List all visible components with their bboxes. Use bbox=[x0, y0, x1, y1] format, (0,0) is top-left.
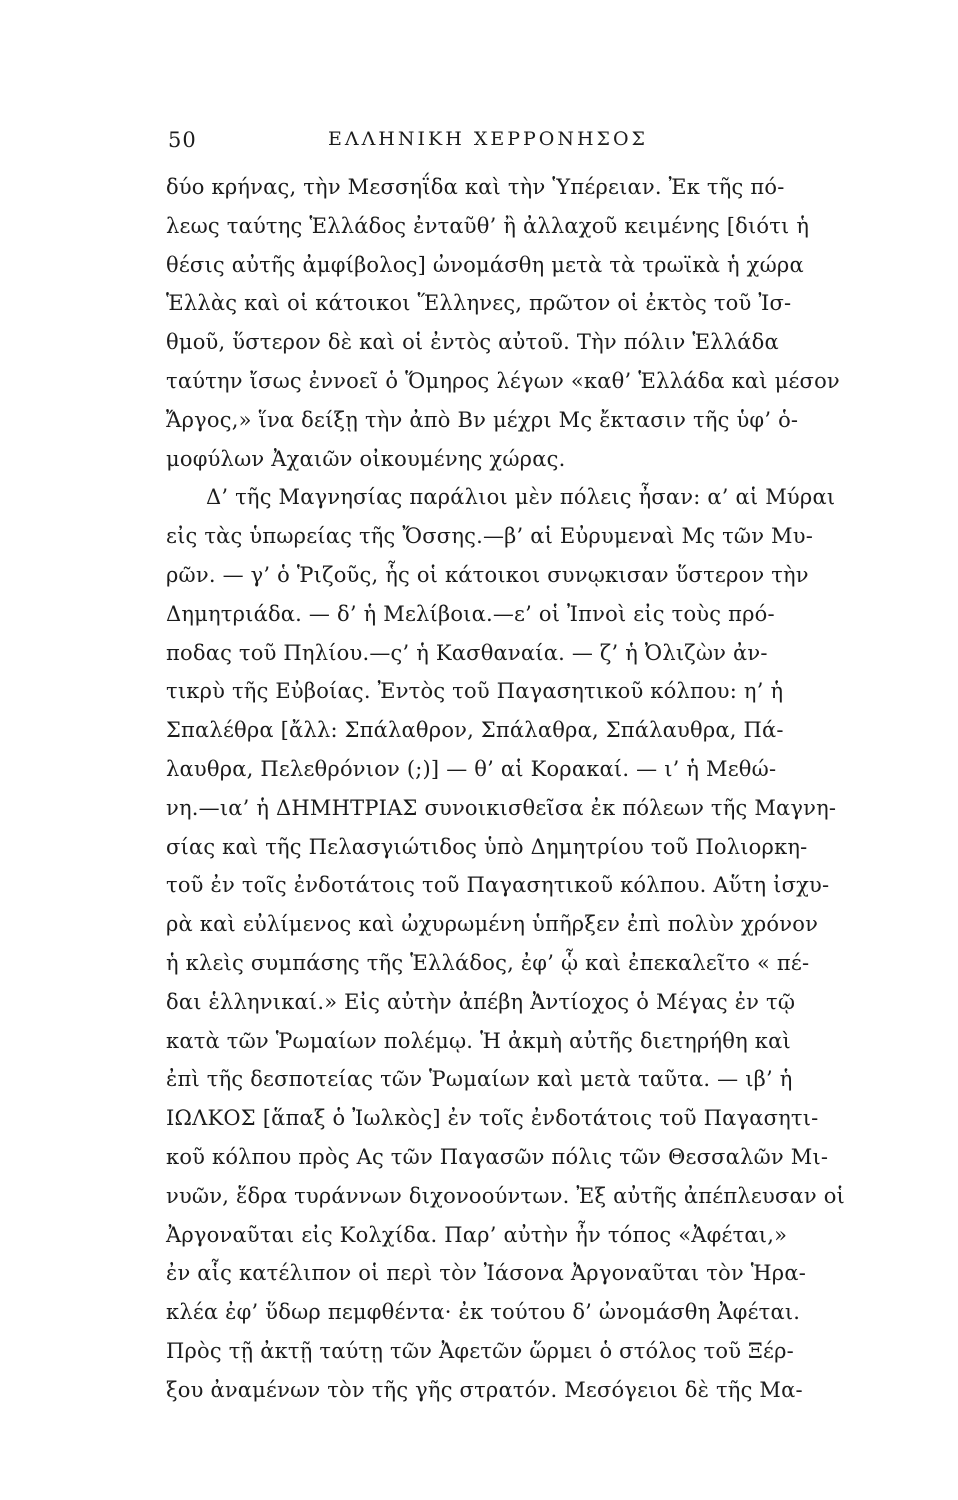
text-line: μοφύλων Ἀχαιῶν οἰκουμένης χώρας. bbox=[166, 446, 566, 471]
text-line: σίας καὶ τῆς Πελασγιώτιδος ὑπὸ Δημητρίου τοῦ Πολιορκη- bbox=[166, 834, 808, 859]
text-line: ξου ἀναμένων τὸν τῆς γῆς στρατόν. Μεσόγειοι δὲ τῆς Μα- bbox=[166, 1377, 803, 1402]
text-line: ποδας τοῦ Πηλίου.—ς’ ἡ Κασθαναία. — ζ’ ἡ Ὀλιζὼν ἀν- bbox=[166, 640, 768, 665]
text-line: Πρὸς τῇ ἀκτῇ ταύτῃ τῶν Ἀφετῶν ὥρμει ὁ στόλος τοῦ Ξέρ- bbox=[166, 1338, 794, 1363]
text-line: ἡ κλεὶς συμπάσης τῆς Ἑλλάδος, ἐφ’ ᾧ καὶ ἐπεκαλεῖτο « πέ- bbox=[166, 950, 810, 975]
running-title: ΕΛΛΗΝΙΚΗ ΧΕΡΡΟΝΗΣΟΣ bbox=[328, 128, 648, 150]
text-line: λεως ταύτης Ἑλλάδος ἐνταῦθ’ ἢ ἀλλαχοῦ κειμένης [διότι ἡ bbox=[166, 213, 810, 238]
text-line: Ἀργοναῦται εἰς Κολχίδα. Παρ’ αὐτὴν ἦν τόπος «Ἀφέται,» bbox=[166, 1222, 788, 1247]
text-line: Ἄργος,» ἵνα δείξῃ τὴν ἀπὸ Βν μέχρι Μς ἔκτασιν τῆς ὑφ’ ὁ- bbox=[166, 407, 799, 432]
text-line: ΙΩΛΚΟΣ [ἅπαξ ὁ Ἰωλκὸς] ἐν τοῖς ἐνδοτάτοις τοῦ Παγασητι- bbox=[166, 1106, 819, 1131]
text-line: δύο κρήνας, τὴν Μεσσηΐδα καὶ τὴν Ὑπέρειαν. Ἐκ τῆς πό- bbox=[166, 175, 785, 199]
text-line: ρῶν. — γ’ ὁ Ῥιζοῦς, ἧς οἱ κάτοικοι συνῳκισαν ὕστερον τὴν bbox=[166, 562, 809, 587]
text-line: νη.—ια’ ἡ ΔΗΜΗΤΡΙΑΣ συνοικισθεῖσα ἐκ πόλεων τῆς Μαγνη- bbox=[166, 795, 837, 820]
text-line: Δημητριάδα. — δ’ ἡ Μελίβοια.—ε’ οἱ Ἰπνοὶ εἰς τοὺς πρό- bbox=[166, 601, 775, 626]
text-line: θέσις αὐτῆς ἀμφίβολος] ὠνομάσθη μετὰ τὰ τρωϊκὰ ἡ χώρα bbox=[166, 252, 804, 277]
text-line: κλέα ἐφ’ ὕδωρ πεμφθέντα· ἐκ τούτου δ’ ὠνομάσθη Ἀφέται. bbox=[166, 1300, 801, 1325]
text-line: ἐπὶ τῆς δεσποτείας τῶν Ῥωμαίων καὶ μετὰ ταῦτα. — ιβ’ ἡ bbox=[166, 1067, 793, 1092]
text-line: λαυθρα, Πελεθρόνιον (;)] — θ’ αἱ Κορακαί. — ι’ ἡ Μεθώ- bbox=[166, 756, 777, 781]
text-line: τοῦ ἐν τοῖς ἐνδοτάτοις τοῦ Παγασητικοῦ κόλπου. Αὕτη ἰσχυ- bbox=[166, 873, 830, 898]
page-header bbox=[168, 128, 808, 160]
text-line: Σπαλέθρα [ἄλλ: Σπάλαθρον, Σπάλαθρα, Σπάλαυθρα, Πά- bbox=[166, 718, 784, 743]
text-line: εἰς τὰς ὑπωρείας τῆς Ὄσσης.—β’ αἱ Εὐρυμεναὶ Μς τῶν Μυ- bbox=[166, 524, 814, 549]
text-line: τικρὺ τῆς Εὐβοίας. Ἐντὸς τοῦ Παγασητικοῦ κόλπου: η’ ἡ bbox=[166, 679, 784, 704]
text-line: ρὰ καὶ εὐλίμενος καὶ ὠχυρωμένη ὑπῆρξεν ἐπὶ πολὺν χρόνον bbox=[166, 912, 819, 937]
text-line: κοῦ κόλπου πρὸς Ας τῶν Παγασῶν πόλις τῶν Θεσσαλῶν Μι- bbox=[166, 1144, 829, 1169]
text-line: νυῶν, ἕδρα τυράννων διχονοούντων. Ἐξ αὐτῆς ἀπέπλευσαν οἱ bbox=[166, 1183, 845, 1208]
text-line: κατὰ τῶν Ῥωμαίων πολέμῳ. Ἡ ἀκμὴ αὐτῆς διετηρήθη καὶ bbox=[166, 1028, 791, 1053]
body-text bbox=[166, 168, 856, 1410]
text-line: δαι ἑλληνικαί.» Εἰς αὐτὴν ἀπέβη Ἀντίοχος ὁ Μέγας ἐν τῷ bbox=[166, 989, 796, 1014]
text-line: θμοῦ, ὕστερον δὲ καὶ οἱ ἐντὸς αὐτοῦ. Τὴν πόλιν Ἑλλάδα bbox=[166, 330, 779, 355]
text-line: Ἑλλὰς καὶ οἱ κάτοικοι Ἕλληνες, πρῶτον οἱ ἐκτὸς τοῦ Ἰσ- bbox=[166, 291, 792, 316]
page-number: 50 bbox=[168, 128, 197, 152]
text-line: ταύτην ἴσως ἐννοεῖ ὁ Ὅμηρος λέγων «καθ’ Ἑλλάδα καὶ μέσον bbox=[166, 368, 840, 393]
paragraph-start-line: Δ’ τῆς Μαγνησίας παράλιοι μὲν πόλεις ἦσαν: α’ αἱ Μύραι bbox=[206, 485, 836, 510]
text-line: ἐν αἷς κατέλιπον οἱ περὶ τὸν Ἰάσονα Ἀργοναῦται τὸν Ἡρα- bbox=[166, 1261, 806, 1286]
